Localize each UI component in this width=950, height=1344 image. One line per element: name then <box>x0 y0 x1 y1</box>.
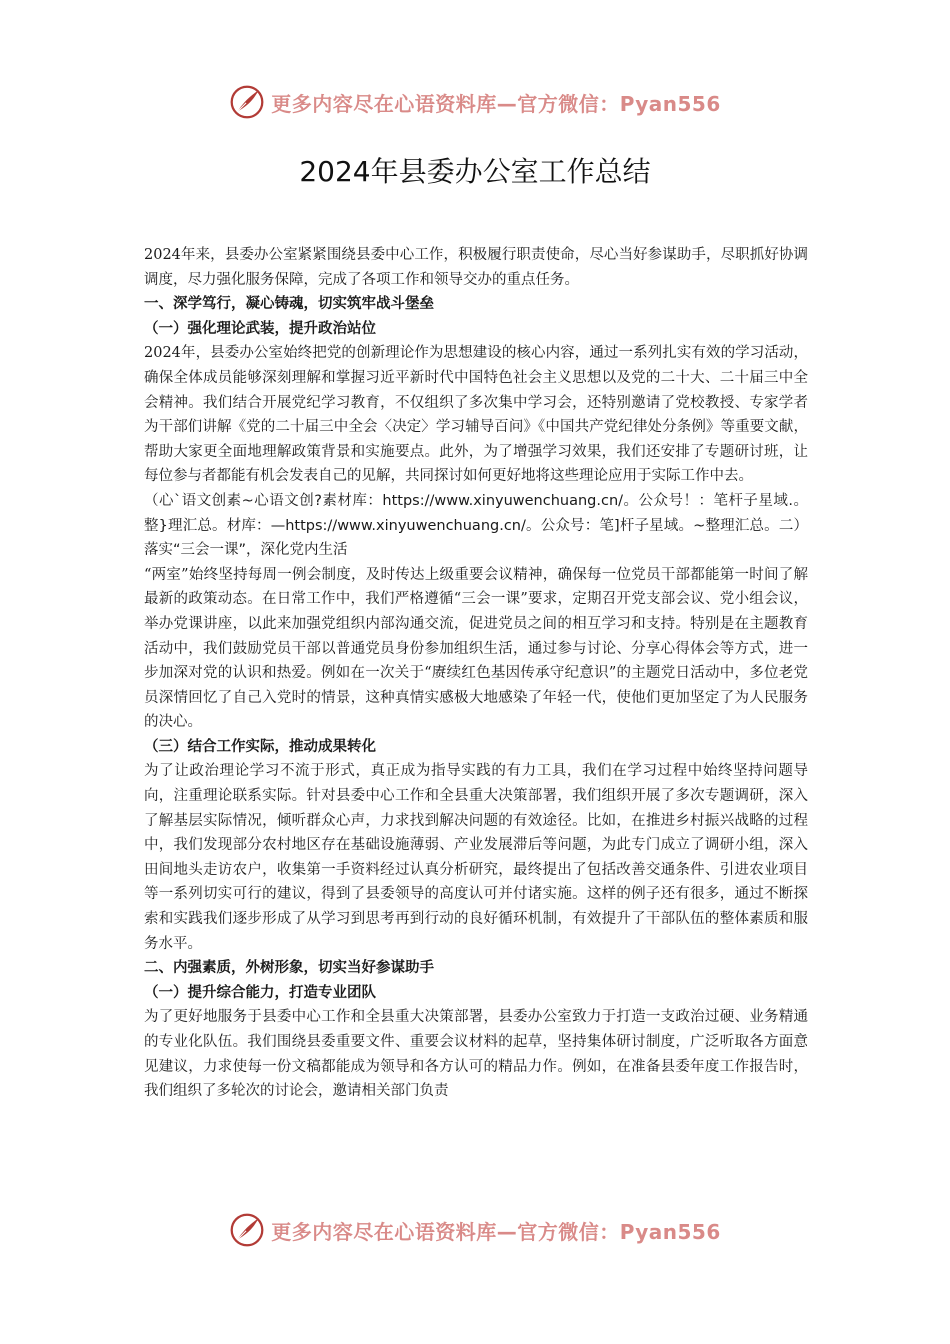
watermark-text: 更多内容尽在心语资料库—官方微信：Pyan556 <box>271 1219 721 1244</box>
quill-logo-icon <box>229 1212 265 1248</box>
section-heading: 二、内强素质，外树形象，切实当好参谋助手 <box>144 960 434 977</box>
body-paragraph: 为了让政治理论学习不流于形式，真正成为指导实践的有力工具，我们在学习过程中始终坚持问题导向，注重理论联系实际。针对县委中心工作和全县重大决策部署，我们组织开展了多次专题调研，深入了解基层实际情况，倾听群众心声，力求找到解决问题的有效途径。比如，在推进乡村振兴战略的过程中，我们发现部分农村地区存在基础设施薄弱、产业发展滞后等问题，为此专门成立了调研小组，深入田间地头走访农户，收集第一手资料经过认真分析研究，最终提出了包括改善交通条件、引进农业项目等一系列切实可行的建议，得到了县委领导的高度认可并付诸实施。这样的例子还有很多，通过不断探索和实践我们逐步形成了从学习到思考再到行动的良好循环机制，有效提升了干部队伍的整体素质和服务水平。 <box>144 763 808 952</box>
document-body <box>144 243 808 1104</box>
footer-watermark <box>0 1210 950 1250</box>
section-heading: （一）强化理论武装，提升政治站位 <box>144 320 376 337</box>
watermark-text: 更多内容尽在心语资料库—官方微信：Pyan556 <box>271 91 721 116</box>
body-paragraph: 2024年来，县委办公室紧紧围绕县委中心工作，积极履行职责使命，尽心当好参谋助手，尽职抓好协调调度，尽力强化服务保障，完成了各项工作和领导交办的重点任务。 <box>144 247 808 288</box>
document-title: 2024年县委办公室工作总结 <box>299 155 651 188</box>
section-heading: 一、深学笃行，凝心铸魂，切实筑牢战斗堡垒 <box>144 296 434 313</box>
body-paragraph: 2024年，县委办公室始终把党的创新理论作为思想建设的核心内容，通过一系列扎实有效的学习活动，确保全体成员能够深刻理解和掌握习近平新时代中国特色社会主义思想以及党的二十大、二十届三中全会精神。我们结合开展党纪学习教育，不仅组织了多次集中学习会，还特别邀请了党校教授、专家学者为干部们讲解《党的二十届三中全会〈决定〉学习辅导百问》《中国共产党纪律处分条例》等重要文献，帮助大家更全面地理解政策背景和实施要点。此外，为了增强学习效果，我们还安排了专题研讨班，让每位参与者都能有机会发表自己的见解，共同探讨如何更好地将这些理论应用于实际工作中去。 <box>144 345 808 485</box>
quill-logo-icon <box>229 84 265 120</box>
header-watermark <box>0 82 950 122</box>
body-paragraph: 为了更好地服务于县委中心工作和全县重大决策部署，县委办公室致力于打造一支政治过硬、业务精通的专业化队伍。我们围绕县委重要文件、重要会议材料的起草，坚持集体研讨制度，广泛听取各方面意见建议，力求使每一份文稿都能成为领导和各方认可的精品力作。例如，在准备县委年度工作报告时，我们组织了多轮次的讨论会，邀请相关部门负责 <box>144 1009 808 1100</box>
section-heading: （三）结合工作实际，推动成果转化 <box>144 738 376 755</box>
section-heading: （一）提升综合能力，打造专业团队 <box>144 984 376 1001</box>
body-paragraph: “两室”始终坚持每周一例会制度，及时传达上级重要会议精神，确保每一位党员干部都能第一时间了解最新的政策动态。在日常工作中，我们严格遵循“三会一课”要求，定期召开党支部会议、党小组会议，举办党课讲座，以此来加强党组织内部沟通交流，促进党员之间的相互学习和支持。特别是在主题教育活动中，我们鼓励党员干部以普通党员身份参加组织生活，通过参与讨论、分享心得体会等方式，进一步加深对党的认识和热爱。例如在一次关于“赓续红色基因传承守纪意识”的主题党日活动中，多位老党员深情回忆了自己入党时的情景，这种真情实感极大地感染了年轻一代，使他们更加坚定了为人民服务的决心。 <box>144 566 808 731</box>
inline-note: （心`语文创素~心语文创?素材库：https://www.xinyuwenchuang.cn/。公众号！：笔杆子星域.。整}理汇总。材库：—https://www.xinyuwenchuang.cn/。公众号：笔]杆子星域。~整理汇总。二）落实“三会一课”，深化党内生活 <box>144 492 808 559</box>
